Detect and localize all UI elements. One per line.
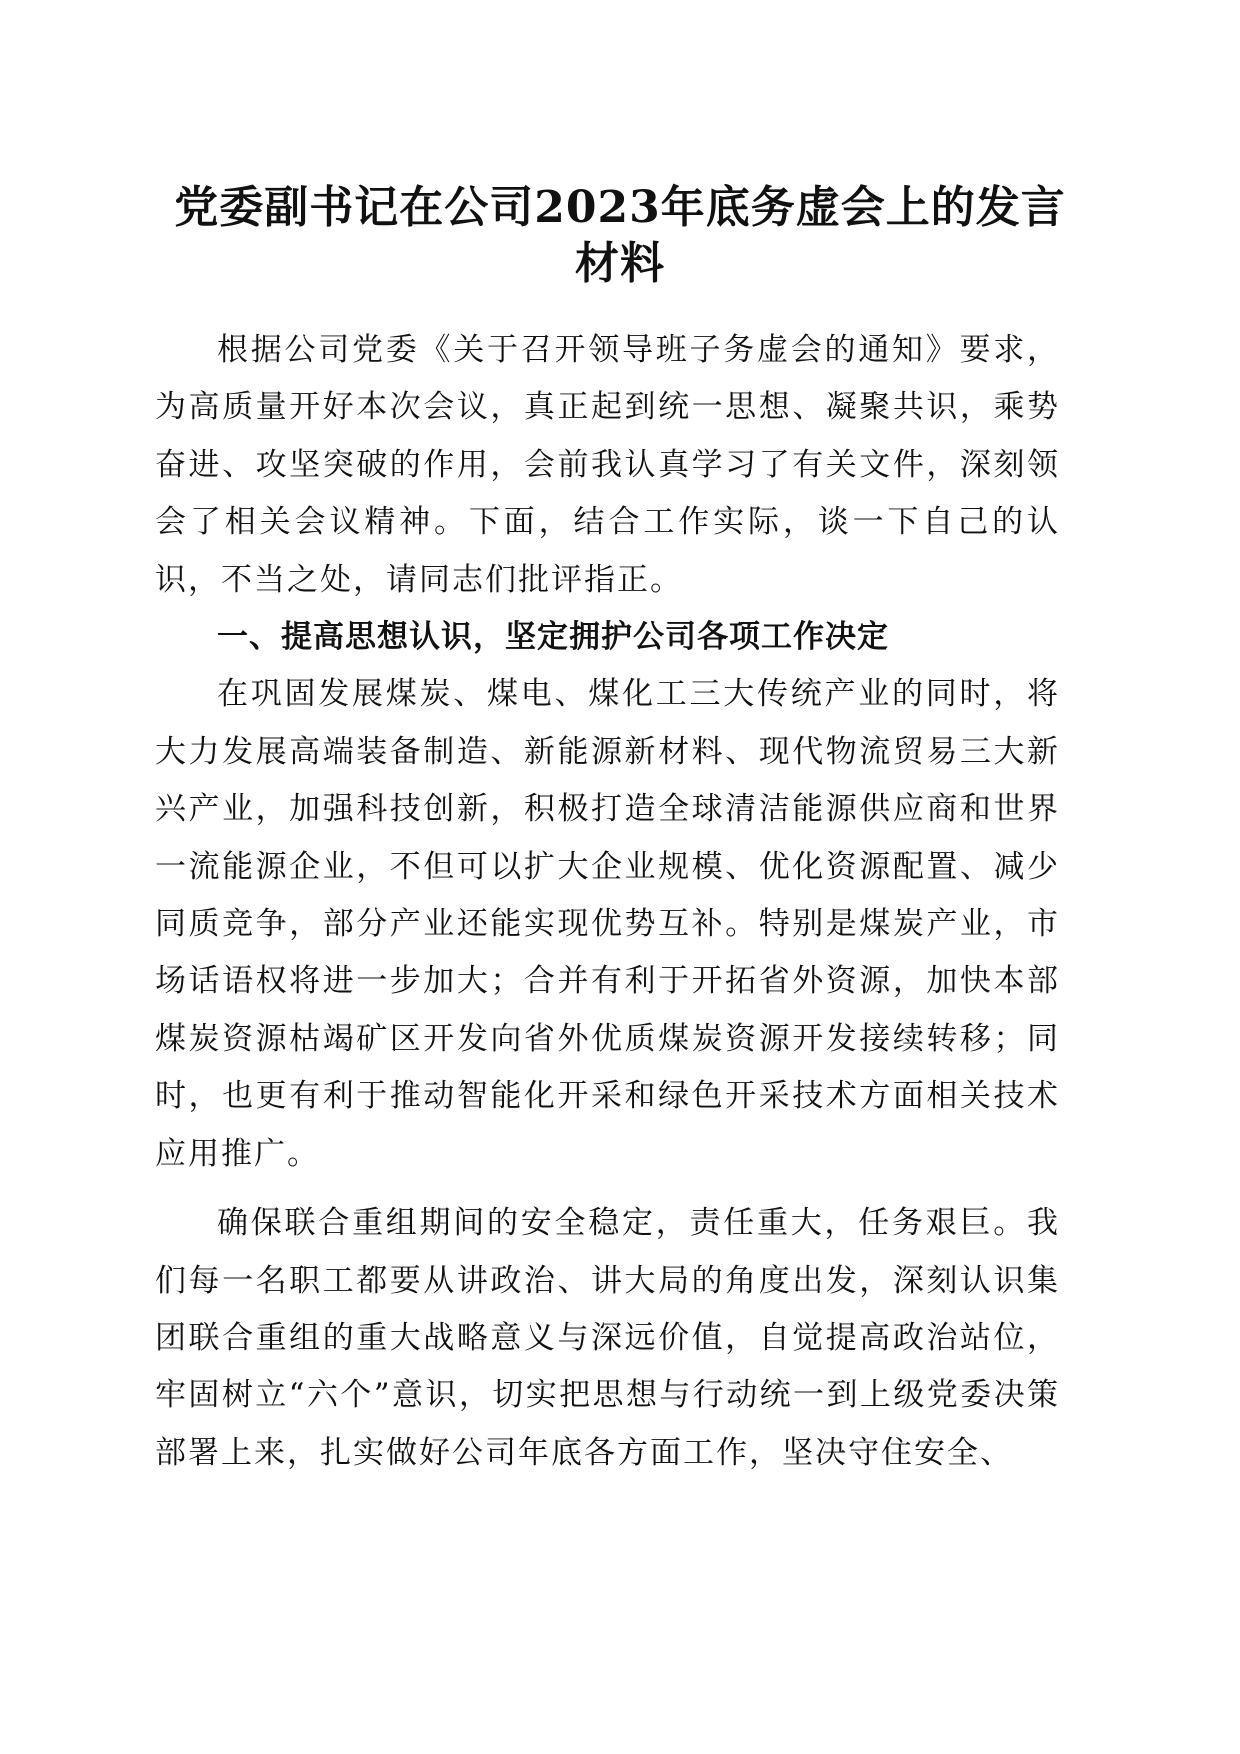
section-heading-1: 一、提高思想认识，坚定拥护公司各项工作决定 [217, 619, 889, 656]
intro-paragraph: 根据公司党委《关于召开领导班子务虚会的通知》要求，为高质量开好本次会议，真正起到统一思想、凝聚共识，乘势奋进、攻坚突破的作用，会前我认真学习了有关文件，深刻领会了相关会议精神。下面，结合工作实际，谈一下自己的认识，不当之处，请同志们批评指正。 [155, 332, 1060, 598]
title-line-2: 材料 [575, 238, 665, 289]
document-body [155, 322, 1060, 1482]
document-title [150, 180, 1090, 292]
section1-paragraph-2: 确保联合重组期间的安全稳定，责任重大，任务艰巨。我们每一名职工都要从讲政治、讲大局的角度出发，深刻认识集团联合重组的重大战略意义与深远价值，自觉提高政治站位，牢固树立“六个”意识，切实把思想与行动统一到上级党委决策部署上来，扎实做好公司年底各方面工作，坚决守住安全、 [155, 1205, 1060, 1471]
title-line-1: 党委副书记在公司2023年底务虚会上的发言 [174, 182, 1066, 233]
section1-paragraph-1: 在巩固发展煤炭、煤电、煤化工三大传统产业的同时，将大力发展高端装备制造、新能源新材料、现代物流贸易三大新兴产业，加强科技创新，积极打造全球清洁能源供应商和世界一流能源企业，不但可以扩大企业规模、优化资源配置、减少同质竞争，部分产业还能实现优势互补。特别是煤炭产业，市场话语权将进一步加大；合并有利于开拓省外资源，加快本部煤炭资源枯竭矿区开发向省外优质煤炭资源开发接续转移；同时，也更有利于推动智能化开采和绿色开采技术方面相关技术应用推广。 [155, 676, 1060, 1172]
